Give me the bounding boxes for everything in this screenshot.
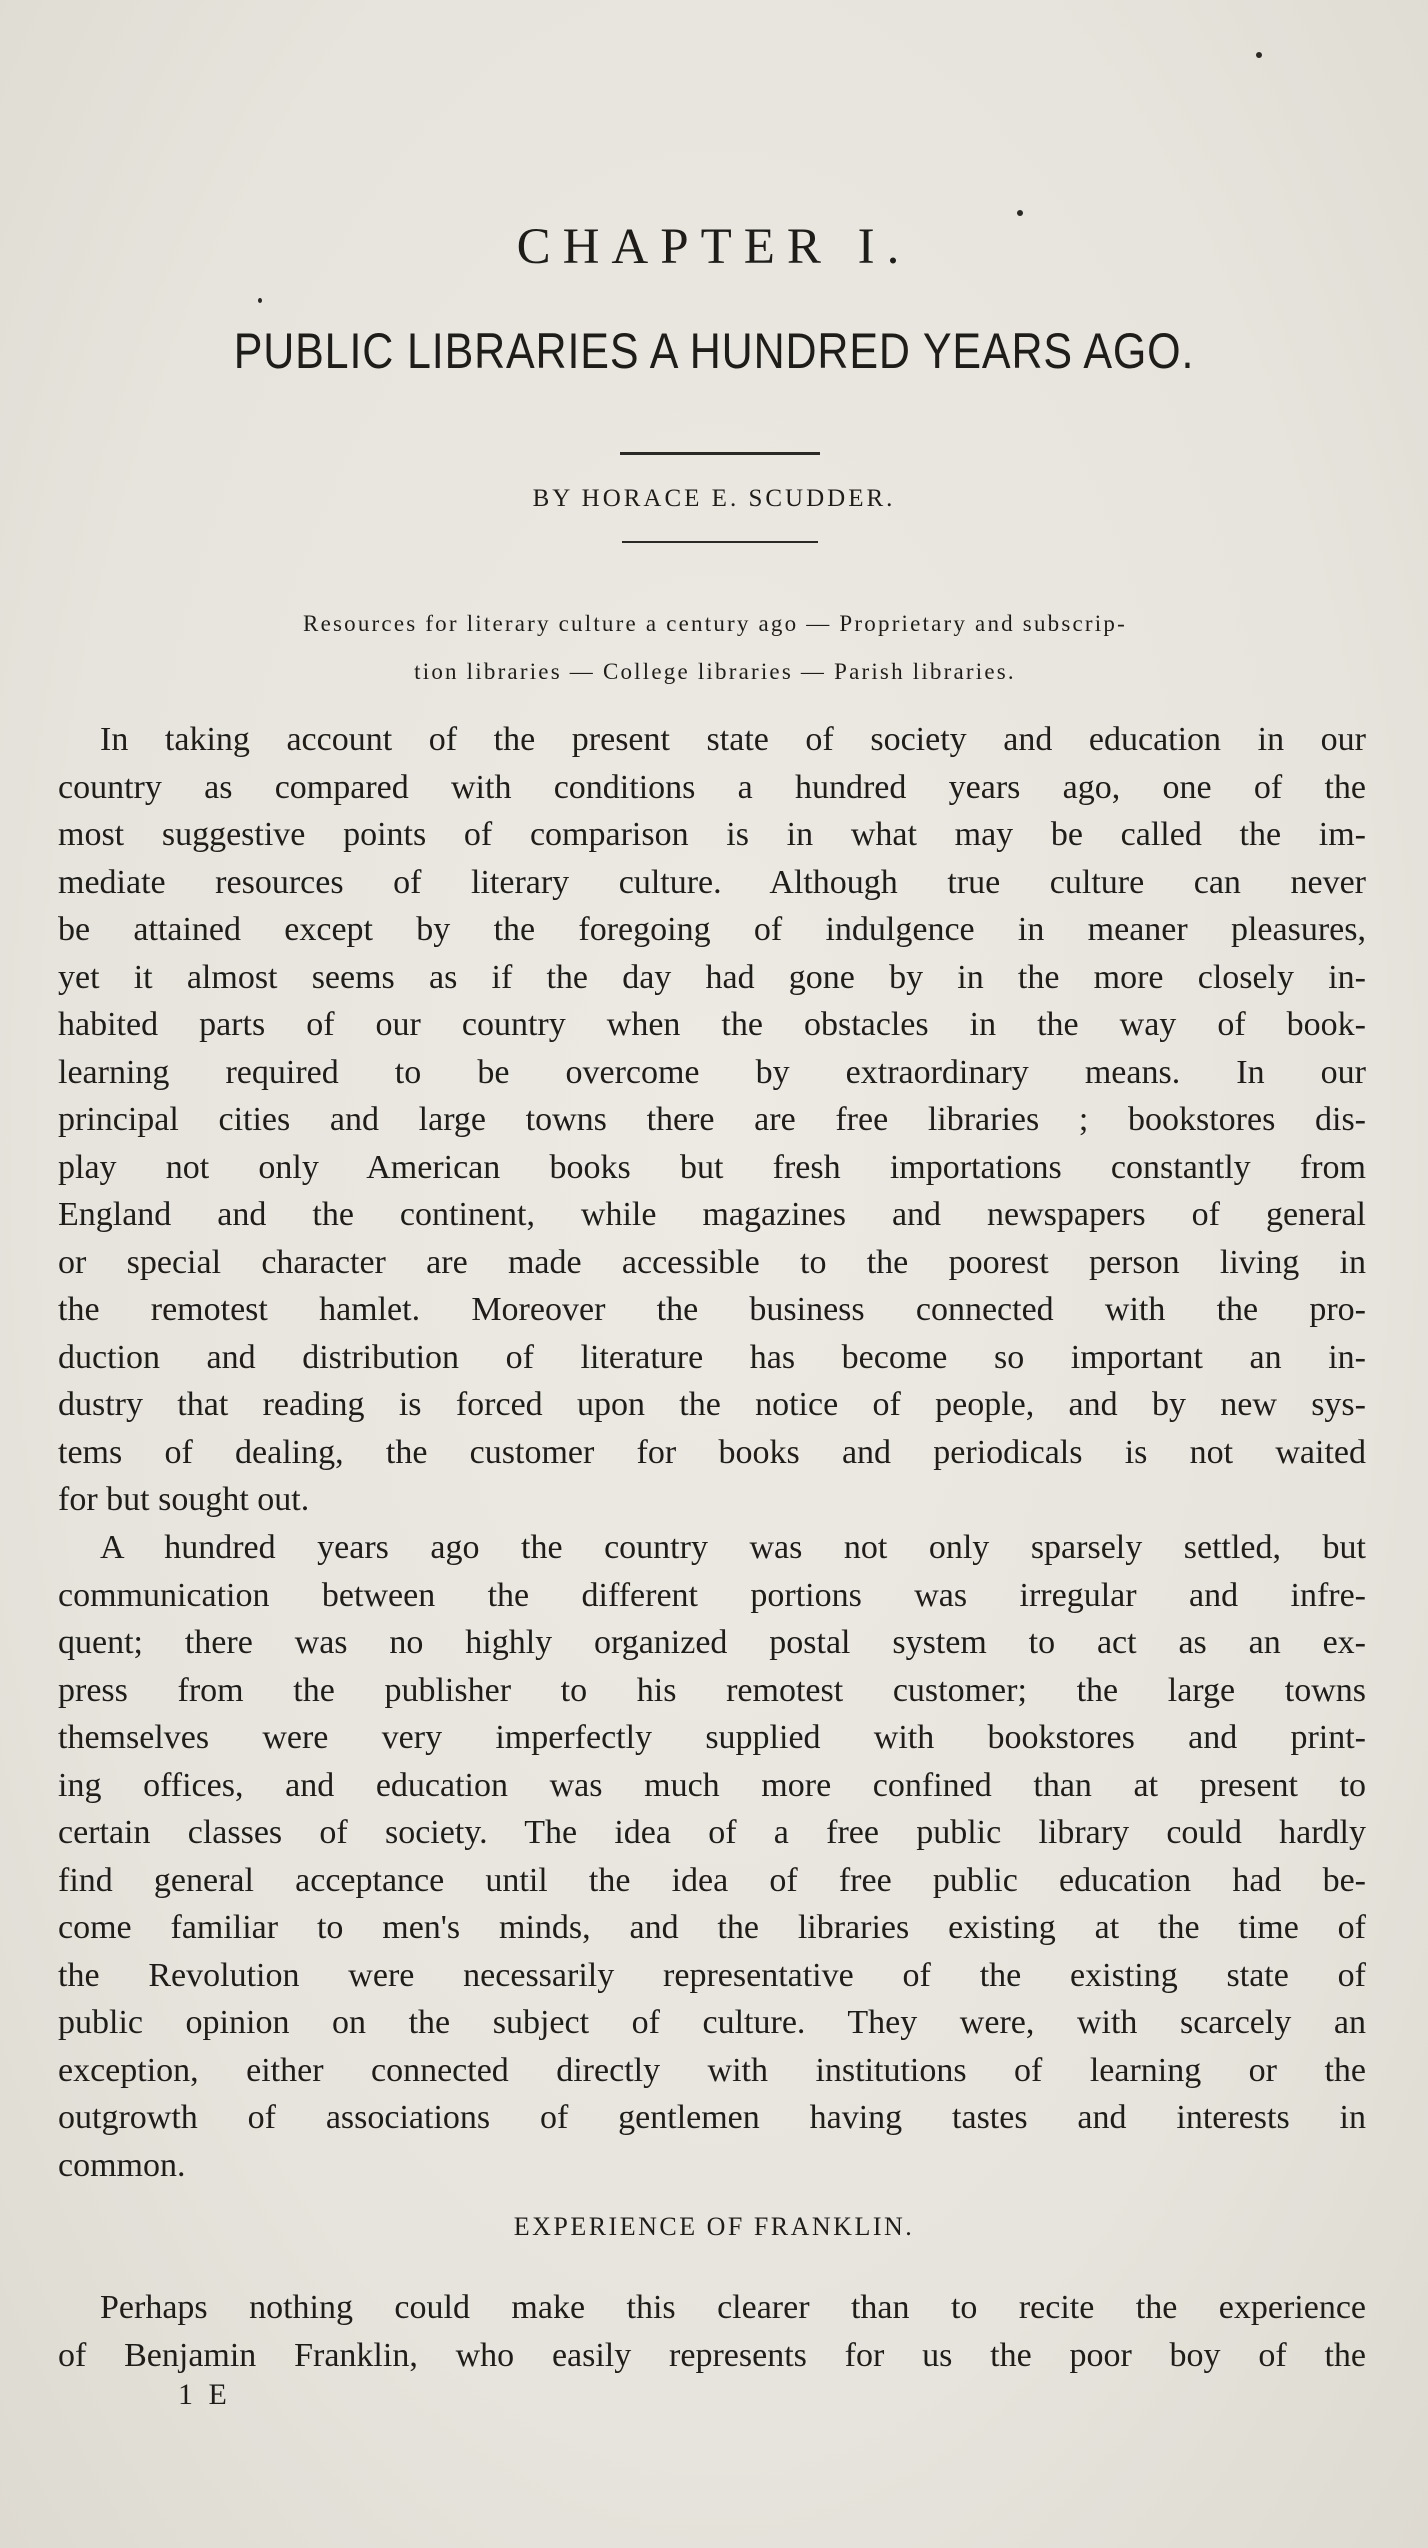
text-line: learning required to be overcome by extraordinary means. In our <box>58 1053 1366 1091</box>
text-line: A hundred years ago the country was not only sparsely settled, but <box>100 1529 1366 1566</box>
text-line: In taking account of the present state of society and education in our <box>100 721 1366 758</box>
divider-rule <box>620 452 820 455</box>
text-line: communication between the different portions was irregular and infre- <box>58 1576 1366 1614</box>
text-line: or special character are made accessible to the poorest person living in <box>58 1243 1366 1281</box>
paragraph-2 <box>58 1524 1366 2189</box>
text-line: most suggestive points of comparison is in what may be called the im- <box>58 816 1366 853</box>
text-line: quent; there was no highly organized postal system to act as an ex- <box>58 1624 1366 1661</box>
text-line: principal cities and large towns there are free libraries ; bookstores dis- <box>58 1101 1366 1138</box>
ink-speck <box>1256 52 1262 58</box>
text-line: press from the publisher to his remotest customer; the large towns <box>58 1671 1366 1709</box>
section-heading: EXPERIENCE OF FRANKLIN. <box>513 2212 915 2241</box>
ink-speck <box>258 298 262 303</box>
text-line: play not only American books but fresh importations constantly from <box>58 1148 1366 1186</box>
chapter-title: PUBLIC LIBRARIES A HUNDRED YEARS AGO. <box>233 323 1195 379</box>
chapter-label: CHAPTER I. <box>516 219 912 275</box>
text-line: Perhaps nothing could make this clearer than to recite the experience <box>100 2289 1366 2326</box>
text-line: the Revolution were necessarily representative of the existing state of <box>58 1956 1366 1994</box>
text-line: tems of dealing, the customer for books and periodicals is not waited <box>58 1433 1366 1471</box>
text-line: common. <box>58 2146 186 2184</box>
signature-mark: 1 E <box>178 2378 231 2411</box>
text-line: habited parts of our country when the obstacles in the way of book- <box>58 1006 1366 1043</box>
ink-speck <box>1017 210 1023 216</box>
divider-rule <box>622 541 818 543</box>
text-line: for but sought out. <box>58 1481 310 1518</box>
text-line: of Benjamin Franklin, who easily represents for us the poor boy of the <box>58 2336 1366 2374</box>
summary-line: Resources for literary culture a century ago — Proprietary and subscrip- <box>303 611 1127 636</box>
text-line: yet it almost seems as if the day had gone by in the more closely in- <box>58 958 1366 996</box>
text-line: certain classes of society. The idea of a free public library could hardly <box>58 1814 1366 1851</box>
text-line: the remotest hamlet. Moreover the business connected with the pro- <box>58 1291 1366 1328</box>
text-line: duction and distribution of literature has become so important an in- <box>58 1338 1366 1376</box>
summary-line: tion libraries — College libraries — Parish libraries. <box>414 659 1016 684</box>
text-line: come familiar to men's minds, and the libraries existing at the time of <box>58 1909 1366 1946</box>
paragraph-3 <box>58 2284 1366 2379</box>
text-line: country as compared with conditions a hundred years ago, one of the <box>58 768 1366 806</box>
text-line: dustry that reading is forced upon the notice of people, and by new sys- <box>58 1386 1366 1423</box>
text-line: public opinion on the subject of culture. They were, with scarcely an <box>58 2004 1366 2041</box>
text-line: themselves were very imperfectly supplied with bookstores and print- <box>58 1719 1366 1756</box>
text-line: be attained except by the foregoing of indulgence in meaner pleasures, <box>58 911 1366 948</box>
text-line: mediate resources of literary culture. Although true culture can never <box>58 863 1366 901</box>
text-line: outgrowth of associations of gentlemen having tastes and interests in <box>58 2099 1366 2136</box>
text-line: exception, either connected directly with institutions of learning or the <box>58 2051 1366 2089</box>
author-byline: BY HORACE E. SCUDDER. <box>532 485 896 512</box>
text-line: England and the continent, while magazines and newspapers of general <box>58 1196 1366 1233</box>
text-line: find general acceptance until the idea of free public education had be- <box>58 1861 1366 1899</box>
chapter-summary <box>60 600 1370 696</box>
text-line: ing offices, and education was much more confined than at present to <box>58 1766 1366 1804</box>
paragraph-1 <box>58 716 1366 1524</box>
